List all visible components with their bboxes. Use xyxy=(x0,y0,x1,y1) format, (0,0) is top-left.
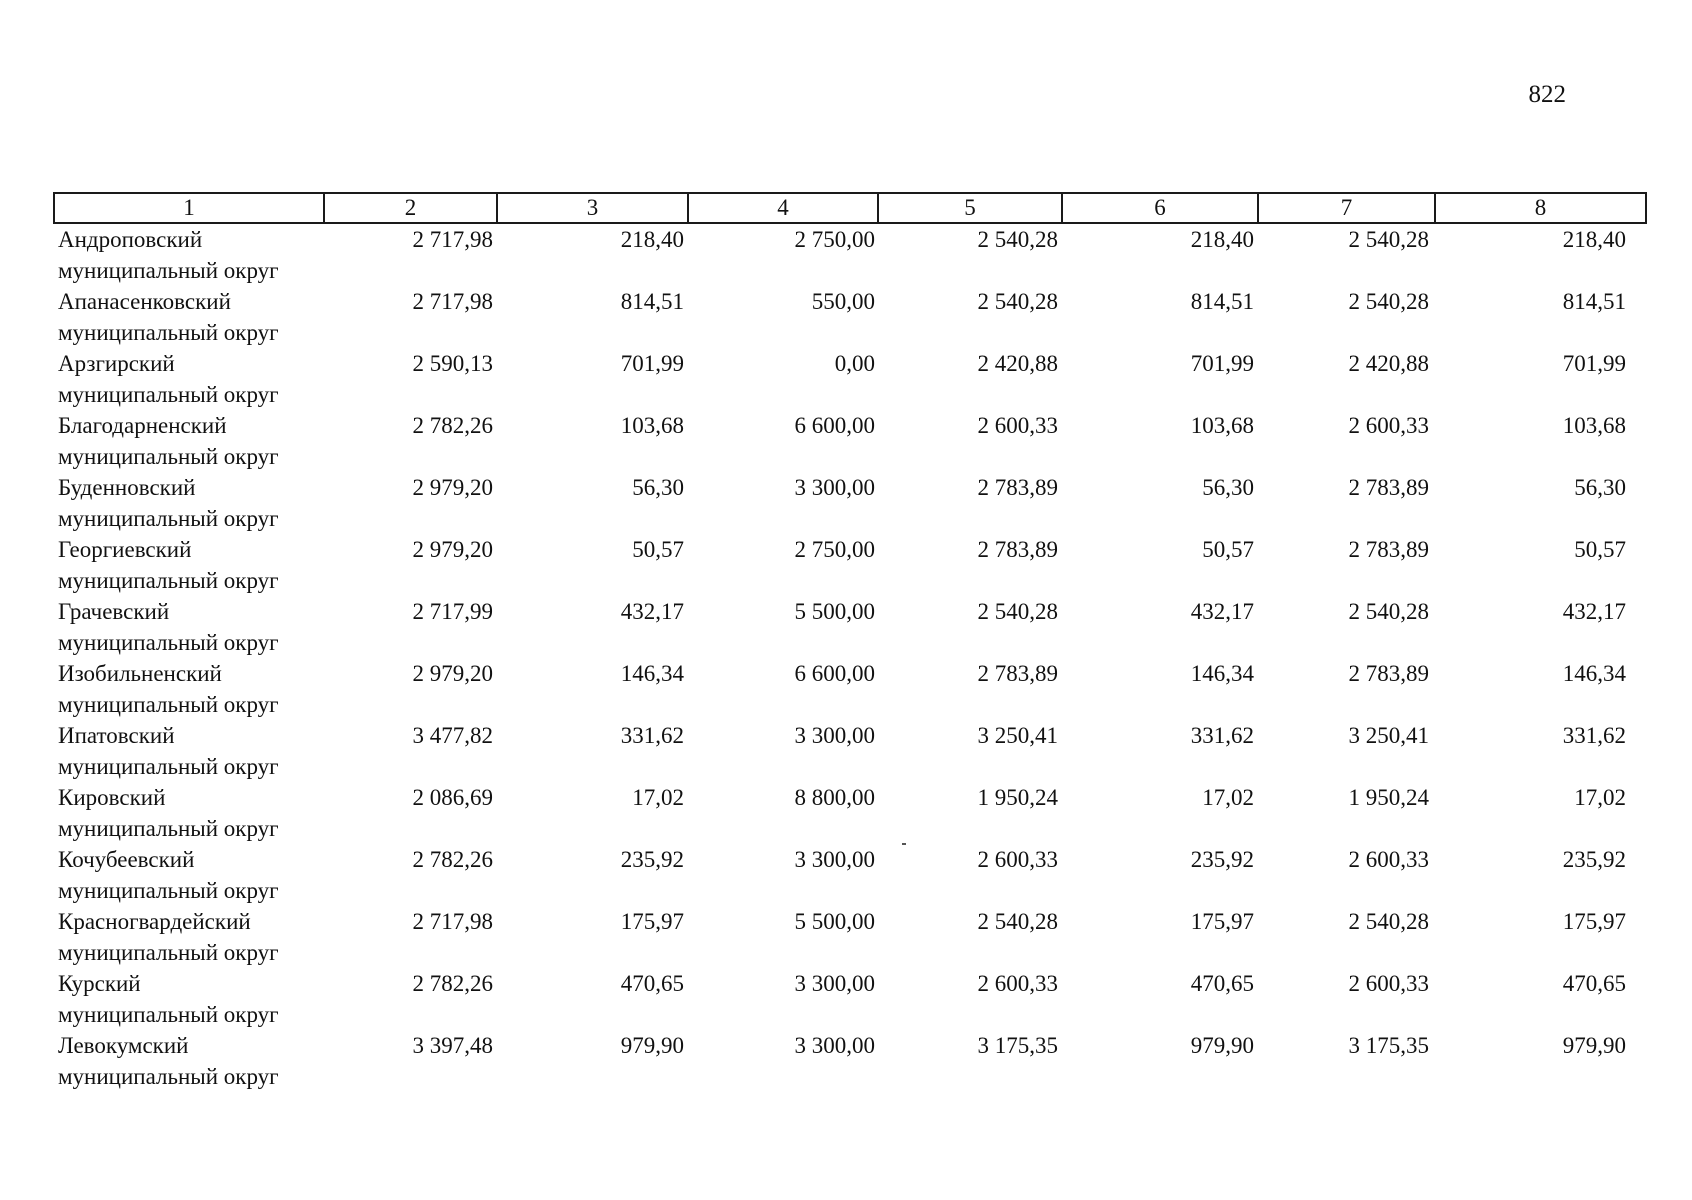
page-number: 822 xyxy=(1528,81,1566,108)
column-header-2: 2 xyxy=(324,193,497,223)
district-name-line: Изобильненский xyxy=(58,661,222,686)
district-name-line: муниципальный округ xyxy=(58,1064,279,1089)
value-cell-col-3: 218,40 xyxy=(620,227,684,252)
value-cell-col-8: 814,51 xyxy=(1562,289,1626,314)
district-name-cell xyxy=(54,844,324,906)
table-row xyxy=(54,906,1646,968)
value-cell-col-7: 2 783,89 xyxy=(1348,475,1429,500)
district-name-cell xyxy=(54,596,324,658)
value-cell-col-5: 2 540,28 xyxy=(977,599,1058,624)
district-name-cell xyxy=(54,410,324,472)
value-cell-col-6: 103,68 xyxy=(1190,413,1254,438)
value-cell-col-8: 701,99 xyxy=(1562,351,1626,376)
value-cell-col-4: 3 300,00 xyxy=(794,475,875,500)
value-cell-col-7: 2 420,88 xyxy=(1348,351,1429,376)
value-cell-col-3: 50,57 xyxy=(632,537,684,562)
district-name-line: Красногвардейский xyxy=(58,909,251,934)
district-name-line: муниципальный округ xyxy=(58,506,279,531)
value-cell-col-7: 2 540,28 xyxy=(1348,227,1429,252)
value-cell-col-6: 432,17 xyxy=(1190,599,1254,624)
district-name-cell xyxy=(54,968,324,1030)
header-row xyxy=(54,193,1646,223)
column-header-1: 1 xyxy=(54,193,324,223)
value-cell-col-4: 2 750,00 xyxy=(794,227,875,252)
value-cell-col-6: 50,57 xyxy=(1202,537,1254,562)
value-cell-col-4: 6 600,00 xyxy=(794,661,875,686)
value-cell-col-2: 2 590,13 xyxy=(412,351,493,376)
value-cell-col-5: 3 175,35 xyxy=(977,1033,1058,1058)
district-name-line: Апанасенковский xyxy=(58,289,231,314)
value-cell-col-8: 218,40 xyxy=(1562,227,1626,252)
table-row xyxy=(54,223,1646,286)
value-cell-col-5: 2 420,88 xyxy=(977,351,1058,376)
district-name-line: муниципальный округ xyxy=(58,382,279,407)
value-cell-col-7: 2 540,28 xyxy=(1348,599,1429,624)
value-cell-col-8: 470,65 xyxy=(1562,971,1626,996)
district-name-line: муниципальный округ xyxy=(58,692,279,717)
value-cell-col-3: 235,92 xyxy=(620,847,684,872)
value-cell-col-6: 218,40 xyxy=(1190,227,1254,252)
value-cell-col-2: 2 782,26 xyxy=(412,971,493,996)
column-header-4: 4 xyxy=(688,193,878,223)
district-name-cell xyxy=(54,1030,324,1092)
district-name-cell xyxy=(54,720,324,782)
value-cell-col-4: 3 300,00 xyxy=(794,1033,875,1058)
value-cell-col-4: 8 800,00 xyxy=(794,785,875,810)
value-cell-col-7: 2 600,33 xyxy=(1348,413,1429,438)
district-name-cell xyxy=(54,223,324,286)
district-name-cell xyxy=(54,534,324,596)
value-cell-col-8: 235,92 xyxy=(1562,847,1626,872)
table-row xyxy=(54,472,1646,534)
value-cell-col-7: 2 783,89 xyxy=(1348,537,1429,562)
value-cell-col-3: 17,02 xyxy=(632,785,684,810)
value-cell-col-4: 550,00 xyxy=(811,289,875,314)
value-cell-col-6: 814,51 xyxy=(1190,289,1254,314)
value-cell-col-5: 2 600,33 xyxy=(977,971,1058,996)
value-cell-col-8: 17,02 xyxy=(1574,785,1626,810)
value-cell-col-6: 701,99 xyxy=(1190,351,1254,376)
district-name-line: Георгиевский xyxy=(58,537,192,562)
value-cell-col-3: 175,97 xyxy=(620,909,684,934)
value-cell-col-7: 1 950,24 xyxy=(1348,785,1429,810)
value-cell-col-5: 2 540,28 xyxy=(977,909,1058,934)
value-cell-col-6: 331,62 xyxy=(1190,723,1254,748)
district-name-cell xyxy=(54,782,324,844)
table-row xyxy=(54,782,1646,844)
value-cell-col-6: 56,30 xyxy=(1202,475,1254,500)
district-name-line: Андроповский xyxy=(58,227,203,252)
data-table xyxy=(53,192,1647,1092)
district-name-line: Кочубеевский xyxy=(58,847,195,872)
value-cell-col-8: 103,68 xyxy=(1562,413,1626,438)
district-name-cell xyxy=(54,658,324,720)
value-cell-col-7: 3 175,35 xyxy=(1348,1033,1429,1058)
district-name-line: муниципальный округ xyxy=(58,444,279,469)
district-name-line: Буденновский xyxy=(58,475,196,500)
value-cell-col-5: 2 540,28 xyxy=(977,227,1058,252)
value-cell-col-5: 1 950,24 xyxy=(977,785,1058,810)
value-cell-col-5: 2 783,89 xyxy=(977,537,1058,562)
value-cell-col-6: 175,97 xyxy=(1190,909,1254,934)
district-name-line: Левокумский xyxy=(58,1033,189,1058)
district-name-cell xyxy=(54,286,324,348)
district-name-line: муниципальный округ xyxy=(58,630,279,655)
value-cell-col-2: 2 717,99 xyxy=(412,599,493,624)
column-header-3: 3 xyxy=(497,193,688,223)
value-cell-col-3: 146,34 xyxy=(620,661,684,686)
district-name-line: Благодарненский xyxy=(58,413,227,438)
value-cell-col-3: 103,68 xyxy=(620,413,684,438)
value-cell-col-4: 0,00 xyxy=(834,351,875,376)
value-cell-col-2: 2 979,20 xyxy=(412,537,493,562)
value-cell-col-6: 979,90 xyxy=(1190,1033,1254,1058)
value-cell-col-7: 2 783,89 xyxy=(1348,661,1429,686)
value-cell-col-8: 175,97 xyxy=(1562,909,1626,934)
value-cell-col-3: 814,51 xyxy=(620,289,684,314)
table-row xyxy=(54,658,1646,720)
value-cell-col-3: 979,90 xyxy=(620,1033,684,1058)
value-cell-col-7: 2 540,28 xyxy=(1348,909,1429,934)
value-cell-col-2: 2 979,20 xyxy=(412,661,493,686)
value-cell-col-2: 3 477,82 xyxy=(412,723,493,748)
table-body xyxy=(54,223,1646,1092)
value-cell-col-5: 2 783,89 xyxy=(977,475,1058,500)
district-name-line: Курский xyxy=(58,971,141,996)
value-cell-col-7: 3 250,41 xyxy=(1348,723,1429,748)
district-name-cell xyxy=(54,348,324,410)
value-cell-col-7: 2 600,33 xyxy=(1348,971,1429,996)
value-cell-col-3: 56,30 xyxy=(632,475,684,500)
value-cell-col-3: 432,17 xyxy=(620,599,684,624)
district-name-line: Грачевский xyxy=(58,599,170,624)
value-cell-col-4: 2 750,00 xyxy=(794,537,875,562)
district-name-line: муниципальный округ xyxy=(58,816,279,841)
value-cell-col-2: 2 086,69 xyxy=(412,785,493,810)
value-cell-col-2: 2 782,26 xyxy=(412,847,493,872)
district-name-line: муниципальный округ xyxy=(58,320,279,345)
value-cell-col-8: 56,30 xyxy=(1574,475,1626,500)
value-cell-col-5: 3 250,41 xyxy=(977,723,1058,748)
value-cell-col-2: 2 717,98 xyxy=(412,227,493,252)
table-row xyxy=(54,1030,1646,1092)
table-row xyxy=(54,596,1646,658)
district-name-line: муниципальный округ xyxy=(58,940,279,965)
value-cell-col-5: 2 783,89 xyxy=(977,661,1058,686)
value-cell-col-8: 979,90 xyxy=(1562,1033,1626,1058)
district-name-line: муниципальный округ xyxy=(58,878,279,903)
district-name-line: Кировский xyxy=(58,785,166,810)
district-name-line: муниципальный округ xyxy=(58,1002,279,1027)
value-cell-col-4: 6 600,00 xyxy=(794,413,875,438)
value-cell-col-8: 432,17 xyxy=(1562,599,1626,624)
value-cell-col-5: 2 540,28 xyxy=(977,289,1058,314)
value-cell-col-2: 2 717,98 xyxy=(412,289,493,314)
value-cell-col-3: 331,62 xyxy=(620,723,684,748)
value-cell-col-6: 17,02 xyxy=(1202,785,1254,810)
table-row xyxy=(54,968,1646,1030)
district-name-line: муниципальный округ xyxy=(58,568,279,593)
column-header-6: 6 xyxy=(1062,193,1258,223)
value-cell-col-6: 470,65 xyxy=(1190,971,1254,996)
district-name-cell xyxy=(54,472,324,534)
table-row xyxy=(54,720,1646,782)
column-header-8: 8 xyxy=(1435,193,1646,223)
district-name-cell xyxy=(54,906,324,968)
value-cell-col-7: 2 600,33 xyxy=(1348,847,1429,872)
column-header-7: 7 xyxy=(1258,193,1435,223)
value-cell-col-2: 2 717,98 xyxy=(412,909,493,934)
value-cell-col-8: 50,57 xyxy=(1574,537,1626,562)
table-row xyxy=(54,410,1646,472)
value-cell-col-8: 331,62 xyxy=(1562,723,1626,748)
value-cell-col-4: 5 500,00 xyxy=(794,599,875,624)
district-name-line: муниципальный округ xyxy=(58,258,279,283)
value-cell-col-5: 2 600,33 xyxy=(977,847,1058,872)
district-name-line: муниципальный округ xyxy=(58,754,279,779)
table-row xyxy=(54,348,1646,410)
value-cell-col-7: 2 540,28 xyxy=(1348,289,1429,314)
value-cell-col-2: 2 979,20 xyxy=(412,475,493,500)
column-header-5: 5 xyxy=(878,193,1062,223)
value-cell-col-6: 235,92 xyxy=(1190,847,1254,872)
value-cell-col-3: 470,65 xyxy=(620,971,684,996)
value-cell-col-2: 3 397,48 xyxy=(412,1033,493,1058)
district-name-line: Арзгирский xyxy=(58,351,175,376)
value-cell-col-4: 3 300,00 xyxy=(794,971,875,996)
table-header xyxy=(54,193,1646,223)
value-cell-col-4: 5 500,00 xyxy=(794,909,875,934)
value-cell-col-4: 3 300,00 xyxy=(794,723,875,748)
value-cell-col-6: 146,34 xyxy=(1190,661,1254,686)
table-row xyxy=(54,844,1646,906)
table-row xyxy=(54,286,1646,348)
value-cell-col-4: 3 300,00 xyxy=(794,847,875,872)
value-cell-col-3: 701,99 xyxy=(620,351,684,376)
value-cell-col-8: 146,34 xyxy=(1562,661,1626,686)
value-cell-col-5: 2 600,33 xyxy=(977,413,1058,438)
value-cell-col-2: 2 782,26 xyxy=(412,413,493,438)
table-row xyxy=(54,534,1646,596)
district-name-line: Ипатовский xyxy=(58,723,175,748)
scan-speck xyxy=(902,843,906,845)
